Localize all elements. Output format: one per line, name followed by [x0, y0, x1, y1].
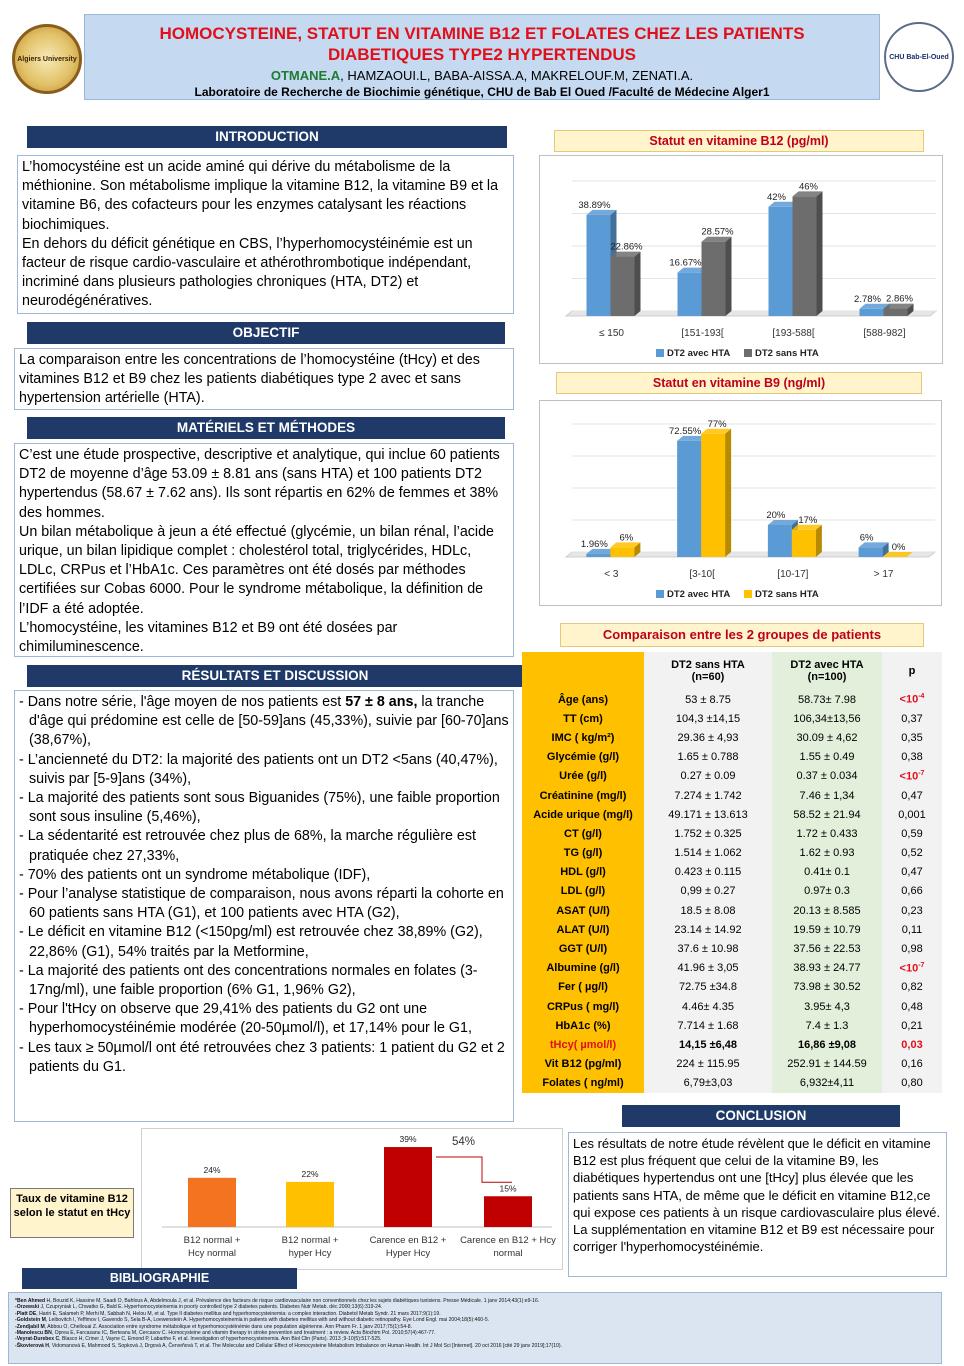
- row-label: tHcy( µmol/l): [522, 1035, 644, 1054]
- value-sans-hta: 53 ± 8.75: [644, 690, 772, 709]
- introduction-p1: L’homocystéine est un acide aminé qui dérive du métabolisme de la méthionine. Son métabolisme implique la vitamine B12, la vitamine B9 et la vitamine B6, des cofacteurs pour les enzymes catalysant les réactions biochimiques.: [22, 159, 499, 233]
- value-avec-hta: 73.98 ± 30.52: [772, 978, 882, 997]
- methodes-heading: MATÉRIELS ET MÉTHODES: [27, 417, 505, 439]
- b12-chart-data-label: 38.89%: [578, 199, 611, 211]
- b9-chart-category-label: > 17: [873, 569, 894, 580]
- hcy-chart-category-label: B12 normal + hyper Hcy: [281, 1235, 339, 1259]
- hcy-chart-data-label: 39%: [399, 1134, 417, 1145]
- resultats-item-text: - Dans notre série, l'âge moyen de nos patients est: [19, 694, 346, 710]
- value-sans-hta: 14,15 ±6,48: [644, 1035, 772, 1054]
- row-label: Créatinine (mg/l): [522, 786, 644, 805]
- header-sans-hta: [644, 652, 772, 690]
- row-label: Acide urique (mg/l): [522, 805, 644, 824]
- comparaison-table-wrap: [522, 652, 942, 1093]
- b9-chart-data-label: 20%: [766, 510, 786, 521]
- table-row: [522, 863, 942, 882]
- row-label: Albumine (g/l): [522, 959, 644, 978]
- p-value-exponent: -4: [918, 693, 925, 701]
- introduction-p2: En dehors du déficit génétique en CBS, l’hyperhomocystéinémie est un facteur de risque cardio-vasculaire et athérothrombotique indépendant, incriminé dans plusieurs pathologies chroniques (HTA, DT2) et neurodégénératives.: [22, 235, 473, 310]
- b9-chart-legend-swatch: [656, 590, 664, 598]
- b9-chart-legend-swatch: [744, 590, 752, 598]
- table-row: [522, 728, 942, 747]
- hcy-chart-bar: [384, 1147, 432, 1227]
- table-row: [522, 882, 942, 901]
- p-value: 0,38: [882, 748, 942, 767]
- value-avec-hta: 38.93 ± 24.77: [772, 959, 882, 978]
- hcy-chart-bracket: [436, 1157, 512, 1182]
- resultats-item: - 70% des patients ont un syndrome métabolique (IDF),: [19, 866, 371, 883]
- value-avec-hta: 7.46 ± 1,34: [772, 786, 882, 805]
- header-sans-hta-line2: (n=60): [691, 671, 725, 683]
- value-sans-hta: 37.6 ± 10.98: [644, 939, 772, 958]
- value-avec-hta: 58.73± 7.98: [772, 690, 882, 709]
- b9-chart-data-label: 6%: [619, 532, 634, 544]
- value-sans-hta: 0.423 ± 0.115: [644, 863, 772, 882]
- b9-chart-bar: [610, 542, 640, 557]
- methodes-box: [14, 443, 514, 657]
- resultats-item: [19, 693, 509, 751]
- value-avec-hta: 30.09 ± 4,62: [772, 728, 882, 747]
- p-value: 0,66: [882, 882, 942, 901]
- bibliographie-box: [8, 1292, 942, 1364]
- reference-text: , Leibovitch I, Yeffimov I, Gavendo S, Sela B-A, Loewenstein A. Hyperhomocysteinemia in patients with diabetes mellitus with and without diabetic retinopathy. Eye Lond Engl. mai 2004;18(5):460-5.: [45, 1317, 490, 1324]
- row-label: TT (cm): [522, 709, 644, 728]
- comparaison-table: [522, 652, 942, 1093]
- b12-chart-bar: [793, 191, 823, 316]
- b12-chart: [540, 156, 944, 365]
- resultats-box: [14, 690, 514, 1122]
- row-label: Vit B12 (pg/ml): [522, 1055, 644, 1074]
- table-row: [522, 1016, 942, 1035]
- b12-chart-title: Statut en vitamine B12 (pg/ml): [554, 130, 924, 152]
- row-label: HDL (g/l): [522, 863, 644, 882]
- p-value: 0,80: [882, 1074, 942, 1093]
- b12-chart-category-label: [151-193[: [681, 328, 724, 339]
- row-label: LDL (g/l): [522, 882, 644, 901]
- p-value-exponent: -7: [918, 770, 925, 778]
- row-label: IMC ( kg/m²): [522, 728, 644, 747]
- row-label: CT (g/l): [522, 824, 644, 843]
- p-value: 0,48: [882, 997, 942, 1016]
- b9-chart-data-label: 17%: [798, 514, 818, 526]
- b9-chart-data-label: 77%: [707, 418, 727, 430]
- table-row: [522, 1035, 942, 1054]
- other-authors: , HAMZAOUI.L, BABA-AISSA.A, MAKRELOUF.M, ZENATI.A.: [340, 68, 694, 83]
- reference-author: -Goldstein M: [15, 1317, 46, 1324]
- value-avec-hta: 106,34±13,56: [772, 709, 882, 728]
- table-row: [522, 1055, 942, 1074]
- table-row: [522, 767, 942, 786]
- value-avec-hta: 20.13 ± 8.585: [772, 901, 882, 920]
- hcy-chart-category-label: B12 normal + Hcy normal: [183, 1235, 241, 1259]
- value-avec-hta: 1.62 ± 0.93: [772, 844, 882, 863]
- table-header-row: [522, 652, 942, 690]
- p-value: 0,82: [882, 978, 942, 997]
- b12-chart-category-label: [193-588[: [772, 328, 815, 339]
- b9-chart-category-label: [10-17]: [777, 569, 809, 580]
- resultats-heading: RÉSULTATS ET DISCUSSION: [27, 665, 523, 687]
- reference-text: , Hariri E, Salameh P, Merhi M, Sabbah N, Helou M, et al. Type II diabetes mellitus and hyperhomocysteinemia: a complex interaction. Diabetol Metab Syndr. 21 mars 2017;9(1):19.: [36, 1310, 441, 1317]
- value-sans-hta: 1.65 ± 0.788: [644, 748, 772, 767]
- methodes-p2: Un bilan métabolique à jeun a été effectué (glycémie, un bilan rénal, l’acide urique, un bilan lipidique complet : cholestérol total, triglycérides, HDLc, LDLc, CRPus et l’HbA1c. Ces paramètres ont été dosés par méthodes certifiées sur Cobas 6000. Pour le syndrome métabolique, la définition de l’IDF a été adoptée.: [19, 523, 495, 617]
- poster-header: [84, 14, 880, 100]
- objectif-text: La comparaison entre les concentrations de l’homocystéine (tHcy) et des vitamines B12 et B9 chez les patients diabétiques type 2 avec et sans hypertension artérielle (HTA).: [19, 352, 480, 407]
- p-value: 0,37: [882, 709, 942, 728]
- b12-chart-data-label: 2.86%: [886, 293, 913, 305]
- resultats-item: - La majorité des patients sont sous Biguanides (75%), une faible proportion sont sous insuline (5,46%),: [19, 790, 500, 826]
- value-sans-hta: 41.96 ± 3,05: [644, 959, 772, 978]
- value-sans-hta: 104,3 ±14,15: [644, 709, 772, 728]
- hcy-chart-data-label: 22%: [301, 1168, 319, 1179]
- row-label: ASAT (U/l): [522, 901, 644, 920]
- b12-chart-bar: [611, 252, 641, 316]
- resultats-item-text: la tranche d'âge qui prédomine est celle de [50-59]ans (45,33%), suivie par [60-70]ans (38,67%),: [29, 694, 509, 749]
- header-empty: [522, 652, 644, 690]
- p-value: $<10^{-4}$: [882, 690, 942, 709]
- hcy-chart-category-label: Carence en B12 + Hcy normal: [460, 1235, 556, 1259]
- reference-author: -Veyrat-Durebex C: [15, 1336, 60, 1343]
- reference: [15, 1343, 935, 1349]
- value-avec-hta: 3.95± 4,3: [772, 997, 882, 1016]
- value-sans-hta: 49.171 ± 13.613: [644, 805, 772, 824]
- reference-text: , Abbou O, Chellouai Z. Association entre syndrome métabolique et hyperhomocystéinémie dans une population algérienne. Ann Pharm Fr. 1 janv 2017;75(1):54-8.: [44, 1323, 412, 1330]
- b12-chart-legend-label: DT2 sans HTA: [755, 348, 819, 359]
- b12-chart-data-label: 28.57%: [701, 226, 734, 238]
- value-avec-hta: 7.4 ± 1.3: [772, 1016, 882, 1035]
- conclusion-heading: CONCLUSION: [622, 1105, 900, 1127]
- b12-chart-data-label: 42%: [766, 191, 787, 203]
- value-sans-hta: 224 ± 115.95: [644, 1055, 772, 1074]
- first-author: OTMANE.A: [270, 68, 341, 83]
- value-avec-hta: 1.55 ± 0.49: [772, 748, 882, 767]
- table-row: [522, 939, 942, 958]
- hcy-chart-bar: [286, 1182, 334, 1227]
- b12-chart-data-label: 46%: [798, 181, 819, 193]
- value-avec-hta: 0.37 ± 0.034: [772, 767, 882, 786]
- resultats-item: - La majorité des patients ont des concentrations normales en folates (3-17ng/ml), une faible proportion (6% G1, 1,96% G2),: [19, 962, 478, 999]
- resultats-item: - Les taux ≥ 50µmol/l ont été retrouvées chez 3 patients: 1 patient du G2 et 2 patients du G1.: [19, 1039, 505, 1075]
- university-logo: [12, 24, 82, 94]
- header-sans-hta-line1: DT2 sans HTA: [671, 659, 745, 671]
- b9-chart-data-label: 6%: [859, 532, 874, 544]
- bibliographie-heading: BIBLIOGRAPHIE: [22, 1268, 297, 1289]
- b9-chart-legend-label: DT2 avec HTA: [667, 589, 731, 600]
- hospital-logo: [884, 22, 954, 92]
- value-sans-hta: 6,79±3,03: [644, 1074, 772, 1093]
- authors: [85, 68, 879, 83]
- b12-chart-legend-swatch: [744, 349, 752, 357]
- resultats-item: - Pour l'tHcy on observe que 29,41% des patients du G2 ont une hyperhomocystéinémie modérée (20-50µmol/l), et 17,14% pour le G1,: [19, 1001, 472, 1037]
- table-row: [522, 997, 942, 1016]
- table-row: [522, 920, 942, 939]
- introduction-box: [17, 155, 514, 314]
- resultats-item: - La sédentarité est retrouvée chez plus de 68%, la marche régulière est pratiquée chez 27,33%,: [19, 828, 476, 864]
- b12-chart-data-label: 22.86%: [610, 241, 643, 253]
- objectif-box: [14, 348, 514, 410]
- p-value: 0,11: [882, 920, 942, 939]
- row-label: Fer ( µg/l): [522, 978, 644, 997]
- poster-title-line2: DIABETIQUES TYPE2 HYPERTENDUS: [328, 45, 636, 64]
- reference-author: -Manolescu BN: [15, 1330, 52, 1337]
- reference-author: -Škovierová H: [15, 1342, 49, 1349]
- value-avec-hta: 58.52 ± 21.94: [772, 805, 882, 824]
- table-row: [522, 786, 942, 805]
- value-sans-hta: 72.75 ±34.8: [644, 978, 772, 997]
- hcy-chart-bar: [484, 1196, 532, 1227]
- value-sans-hta: 0.27 ± 0.09: [644, 767, 772, 786]
- b9-chart-category-label: < 3: [604, 569, 619, 580]
- reference-text: , Blasco H, Criner J, Vayne C, Emond P, Labarthe F, et al. Investigation of hyperhomocysteinemia. Ann Biol Clin (Paris). 2013 ;9-10(5):517-525.: [59, 1336, 382, 1343]
- p-value-exponent: -7: [918, 961, 925, 969]
- p-value: $<10^{-7}$: [882, 767, 942, 786]
- reference-author: *Ben Ahmed: [15, 1298, 46, 1304]
- hcy-chart-bracket-label: 54%: [452, 1136, 476, 1149]
- table-row: [522, 1074, 942, 1093]
- row-label: TG (g/l): [522, 844, 644, 863]
- value-sans-hta: 18.5 ± 8.08: [644, 901, 772, 920]
- header-avec-hta-line2: (n=100): [807, 671, 847, 683]
- b9-chart-bar: [701, 429, 731, 557]
- value-sans-hta: 7.714 ± 1.68: [644, 1016, 772, 1035]
- table-row: [522, 978, 942, 997]
- b9-chart-bar: [859, 542, 889, 557]
- reference-text: H, Bouzid K, Hassine M, Saadi O, Bahlous A, Abdelmoula J, et al. Prévalence des facteurs de risque cardiovasculaire non conventionnels chez les sujets diabétiques tunisiens. Presse Médicale. 1 janv 2014;43(1):e9-16.: [45, 1298, 540, 1304]
- value-avec-hta: 0.41± 0.1: [772, 863, 882, 882]
- table-row: [522, 805, 942, 824]
- b12-chart-legend-label: DT2 avec HTA: [667, 348, 731, 359]
- b12-chart-frame: [539, 155, 943, 364]
- b9-chart-data-label: 1.96%: [580, 538, 608, 550]
- resultats-item: - Pour l’analyse statistique de comparaison, nous avons réparti la cohorte en 60 patients sans HTA (G1), et 100 patients avec HTA (G2),: [19, 886, 504, 922]
- row-label: Folates ( ng/ml): [522, 1074, 644, 1093]
- reference-text: , Oprea E, Farcasanu IC, Berteanu M, Cercasov C. Homocysteine and vitamin therapy in stroke prevention and treatment : a review. Acta Biochim Pol. 2010;57(4):467-77.: [51, 1330, 436, 1337]
- value-avec-hta: 1.72 ± 0.433: [772, 824, 882, 843]
- objectif-heading: OBJECTIF: [27, 322, 505, 344]
- resultats-item: - L’ancienneté du DT2: la majorité des patients ont un DT2 <5ans (40,47%), suivis par [5-9]ans (34%),: [19, 751, 498, 787]
- value-avec-hta: 16,86 ±9,08: [772, 1035, 882, 1054]
- b9-chart-frame: [539, 400, 942, 606]
- resultats-item: - Le déficit en vitamine B12 (<150pg/ml) est retrouvée chez 38,89% (G2), 22,86% (G1), 54% traités par la Metformine,: [19, 924, 483, 960]
- reference-author: -Orzewski: [15, 1304, 40, 1311]
- table-row: [522, 901, 942, 920]
- conclusion-p2: La supplémentation en vitamine B12 et B9 est nécessaire pour corriger l'hyperhomocystéinémie.: [573, 1222, 935, 1255]
- hcy-chart-label: Taux de vitamine B12 selon le statut en tHcy: [10, 1188, 134, 1238]
- row-label: ALAT (U/l): [522, 920, 644, 939]
- table-row: [522, 959, 942, 978]
- header-p: p: [882, 652, 942, 690]
- p-value: 0,47: [882, 863, 942, 882]
- value-sans-hta: 7.274 ± 1.742: [644, 786, 772, 805]
- value-sans-hta: 23.14 ± 14.92: [644, 920, 772, 939]
- b9-chart-data-label: 0%: [891, 542, 906, 553]
- p-value: 0,001: [882, 805, 942, 824]
- header-avec-hta-line1: DT2 avec HTA: [790, 659, 864, 671]
- hcy-chart-data-label: 24%: [203, 1164, 221, 1175]
- b12-chart-bar: [702, 237, 732, 316]
- b9-chart-legend-label: DT2 sans HTA: [755, 589, 819, 600]
- b12-chart-category-label: ≤ 150: [599, 328, 624, 339]
- header-avec-hta: [772, 652, 882, 690]
- row-label: Urée (g/l): [522, 767, 644, 786]
- b9-chart: [540, 401, 943, 607]
- b12-chart-legend-swatch: [656, 349, 664, 357]
- value-avec-hta: 37.56 ± 22.53: [772, 939, 882, 958]
- hcy-chart-bar: [188, 1178, 236, 1227]
- table-row: [522, 690, 942, 709]
- row-label: Glycémie (g/l): [522, 748, 644, 767]
- p-value: $<10^{-7}$: [882, 959, 942, 978]
- b9-chart-title: Statut en vitamine B9 (ng/ml): [556, 372, 922, 394]
- p-value: 0,47: [882, 786, 942, 805]
- value-sans-hta: 1.752 ± 0.325: [644, 824, 772, 843]
- b12-chart-bar: [884, 304, 914, 316]
- p-value: 0,98: [882, 939, 942, 958]
- value-avec-hta: 0.97± 0.3: [772, 882, 882, 901]
- resultats-list: [19, 693, 509, 1077]
- value-sans-hta: 29.36 ± 4,93: [644, 728, 772, 747]
- university-logo-text: Algiers University: [17, 55, 77, 63]
- p-value: 0,35: [882, 728, 942, 747]
- poster-title: [85, 23, 879, 65]
- b9-chart-bar: [792, 525, 822, 557]
- methodes-p3: L’homocystéine, les vitamines B12 et B9 ont été dosées par chimiluminescence.: [19, 619, 398, 656]
- value-avec-hta: 252.91 ± 144.59: [772, 1055, 882, 1074]
- comparaison-title: Comparaison entre les 2 groupes de patients: [560, 623, 924, 647]
- b9-chart-data-label: 72.55%: [669, 425, 702, 437]
- p-value: 0,16: [882, 1055, 942, 1074]
- table-row: [522, 748, 942, 767]
- poster-title-line1: HOMOCYSTEINE, STATUT EN VITAMINE B12 ET FOLATES CHEZ LES PATIENTS: [159, 24, 805, 43]
- p-value: 0,03: [882, 1035, 942, 1054]
- row-label: HbA1c (%): [522, 1016, 644, 1035]
- hcy-chart: [142, 1129, 564, 1271]
- laboratory: Laboratoire de Recherche de Biochimie génétique, CHU de Bab El Oued /Faculté de Médecine Alger1: [194, 85, 770, 99]
- reference-author: -Zendjabil M: [15, 1323, 45, 1330]
- mean-age: 57 ± 8 ans,: [345, 694, 418, 710]
- conclusion-p1: Les résultats de notre étude révèlent que le déficit en vitamine B12 est plus fréquent que celui de la vitamine B9, les diabétiques hypertendus ont une [tHcy] plus élevée que les patients sans HTA, de même que le déficit en vitamine B12,ce qui expose ces patients à un risque cardiovasculaire plus élevé.: [573, 1136, 941, 1220]
- b9-chart-category-label: [3-10[: [689, 569, 715, 580]
- introduction-heading: INTRODUCTION: [27, 126, 507, 148]
- table-row: [522, 844, 942, 863]
- row-label: Âge (ans): [522, 690, 644, 709]
- p-value: 0,23: [882, 901, 942, 920]
- hospital-logo-text: CHU Bab-El-Oued: [889, 53, 949, 61]
- value-sans-hta: 4.46± 4.35: [644, 997, 772, 1016]
- table-row: [522, 824, 942, 843]
- b12-chart-category-label: [588-982]: [863, 328, 906, 339]
- p-value: 0,21: [882, 1016, 942, 1035]
- row-label: GGT (U/l): [522, 939, 644, 958]
- hcy-chart-frame: [141, 1128, 563, 1270]
- value-sans-hta: 0,99 ± 0.27: [644, 882, 772, 901]
- value-avec-hta: 19.59 ± 10.79: [772, 920, 882, 939]
- conclusion-box: [568, 1132, 947, 1277]
- row-label: CRPus ( mg/l): [522, 997, 644, 1016]
- hcy-chart-category-label: Carence en B12 + Hyper Hcy: [369, 1235, 447, 1259]
- value-sans-hta: 1.514 ± 1.062: [644, 844, 772, 863]
- reference-text: , Vidomanová E, Mahmood S, Sopková J, Drgová A, Červeňová T, et al. The Molecular and Cellular Effect of Homocysteine Metabolism Imbalance on Human Health. Int J Mol Sci [Internet]. 20 oct 2016 [cité 29 janv 2019];17(10).: [48, 1342, 562, 1349]
- bibliographie-list: [15, 1298, 935, 1349]
- methodes-p1: C’est une étude prospective, descriptive et analytique, qui inclue 60 patients DT2 de moyenne d’âge 53.09 ± 8.81 ans (sans HTA) et 100 patients DT2 hypertendus (58.67 ± 7.62 ans). Ils sont répartis en 62% de femmes et 38% des hommes.: [19, 447, 500, 521]
- reference-author: -Platt DE: [15, 1310, 37, 1317]
- b12-chart-data-label: 2.78%: [854, 293, 881, 305]
- reference-text: J, Czupryniak L, Chwatko G, Bald E. Hyperhomocysteinemia in poorly controlled type 2 diabetes patients. Diabetes Nutr Metab. déc 2000;13(6):319-24.: [39, 1304, 383, 1311]
- hcy-chart-data-label: 15%: [499, 1183, 517, 1194]
- value-avec-hta: 6,932±4,11: [772, 1074, 882, 1093]
- p-value: 0,59: [882, 824, 942, 843]
- p-value: 0,52: [882, 844, 942, 863]
- b12-chart-data-label: 16.67%: [669, 257, 702, 269]
- table-row: [522, 709, 942, 728]
